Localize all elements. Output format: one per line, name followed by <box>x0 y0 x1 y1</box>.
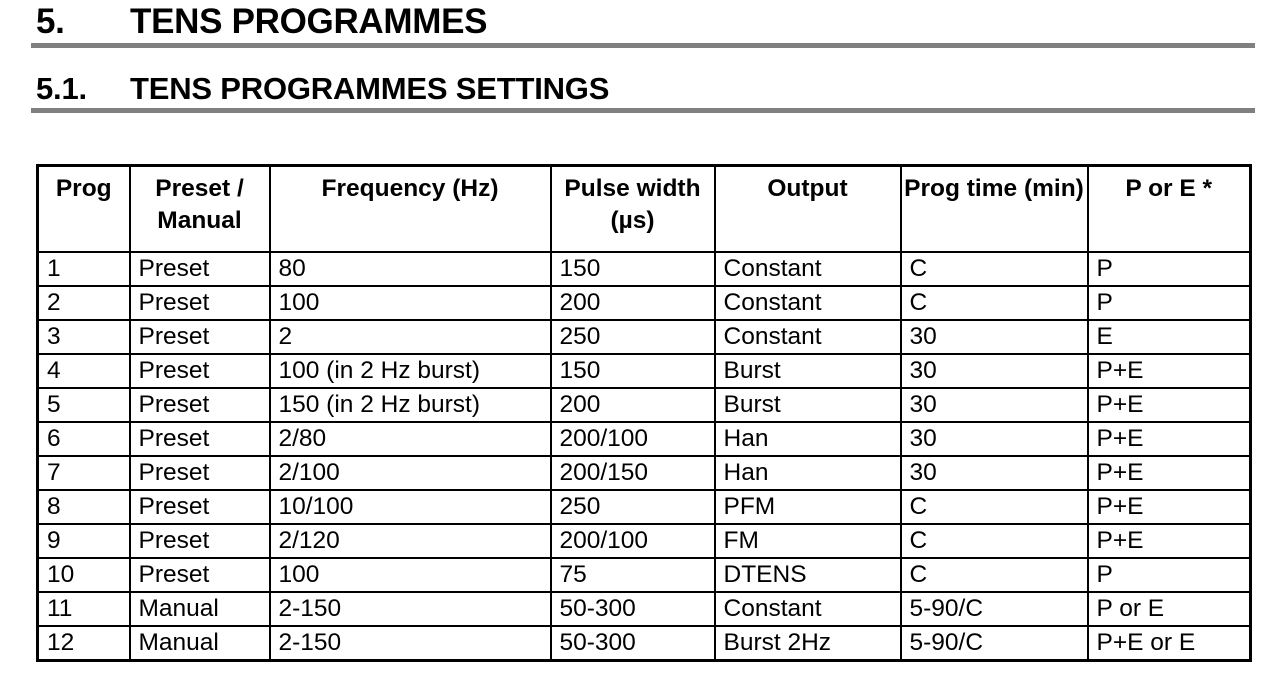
pulse-width-cell: 50-300 <box>551 592 715 626</box>
table-row <box>38 286 1251 320</box>
header-pulse-width: Pulse width (µs) <box>551 166 715 253</box>
prog-cell: 4 <box>38 354 130 388</box>
pulse-width-cell: 250 <box>551 320 715 354</box>
p-or-e-cell: P+E <box>1088 456 1251 490</box>
output-cell: Constant <box>715 286 901 320</box>
mode-cell: Preset <box>130 456 270 490</box>
output-cell: PFM <box>715 490 901 524</box>
frequency-cell: 2/80 <box>270 422 551 456</box>
frequency-cell: 2/120 <box>270 524 551 558</box>
frequency-cell: 100 <box>270 286 551 320</box>
table-row <box>38 558 1251 592</box>
mode-cell: Preset <box>130 524 270 558</box>
output-cell: Han <box>715 456 901 490</box>
prog-cell: 1 <box>38 252 130 286</box>
prog-cell: 10 <box>38 558 130 592</box>
prog-time-cell: C <box>901 558 1088 592</box>
frequency-cell: 100 (in 2 Hz burst) <box>270 354 551 388</box>
mode-cell: Preset <box>130 422 270 456</box>
p-or-e-cell: P or E <box>1088 592 1251 626</box>
mode-cell: Preset <box>130 320 270 354</box>
pulse-width-cell: 75 <box>551 558 715 592</box>
output-cell: DTENS <box>715 558 901 592</box>
pulse-width-cell: 200/100 <box>551 524 715 558</box>
subsection-heading <box>36 70 609 108</box>
prog-cell: 2 <box>38 286 130 320</box>
prog-time-cell: 30 <box>901 456 1088 490</box>
output-cell: Constant <box>715 320 901 354</box>
pulse-width-cell: 50-300 <box>551 626 715 661</box>
prog-time-cell: C <box>901 252 1088 286</box>
section-heading <box>36 0 487 44</box>
header-preset-manual: Preset / Manual <box>130 166 270 253</box>
prog-time-cell: 30 <box>901 422 1088 456</box>
p-or-e-cell: E <box>1088 320 1251 354</box>
pulse-width-cell: 200/100 <box>551 422 715 456</box>
subsection-title: TENS PROGRAMMES SETTINGS <box>130 71 610 106</box>
p-or-e-cell: P+E <box>1088 490 1251 524</box>
tens-programmes-table <box>36 164 1252 662</box>
header-p-or-e: P or E * <box>1088 166 1251 253</box>
prog-cell: 9 <box>38 524 130 558</box>
frequency-cell: 2-150 <box>270 626 551 661</box>
mode-cell: Preset <box>130 286 270 320</box>
p-or-e-cell: P <box>1088 558 1251 592</box>
table-row <box>38 524 1251 558</box>
prog-cell: 3 <box>38 320 130 354</box>
mode-cell: Manual <box>130 592 270 626</box>
mode-cell: Preset <box>130 558 270 592</box>
table-header-row <box>38 166 1251 253</box>
header-prog-time: Prog time (min) <box>901 166 1088 253</box>
section-rule <box>31 43 1255 48</box>
p-or-e-cell: P+E or E <box>1088 626 1251 661</box>
pulse-width-cell: 200 <box>551 286 715 320</box>
prog-time-cell: 5-90/C <box>901 626 1088 661</box>
table-row <box>38 592 1251 626</box>
prog-time-cell: 30 <box>901 388 1088 422</box>
mode-cell: Preset <box>130 252 270 286</box>
prog-time-cell: C <box>901 286 1088 320</box>
pulse-width-cell: 150 <box>551 252 715 286</box>
output-cell: Han <box>715 422 901 456</box>
header-frequency: Frequency (Hz) <box>270 166 551 253</box>
table-row <box>38 320 1251 354</box>
frequency-cell: 100 <box>270 558 551 592</box>
output-cell: Constant <box>715 592 901 626</box>
prog-cell: 6 <box>38 422 130 456</box>
table-row <box>38 388 1251 422</box>
prog-time-cell: C <box>901 490 1088 524</box>
table-row <box>38 626 1251 661</box>
p-or-e-cell: P+E <box>1088 524 1251 558</box>
mode-cell: Preset <box>130 490 270 524</box>
table-row <box>38 252 1251 286</box>
mode-cell: Preset <box>130 388 270 422</box>
prog-cell: 12 <box>38 626 130 661</box>
table-row <box>38 422 1251 456</box>
subsection-number: 5.1. <box>36 71 87 106</box>
p-or-e-cell: P+E <box>1088 354 1251 388</box>
prog-cell: 11 <box>38 592 130 626</box>
mode-cell: Preset <box>130 354 270 388</box>
table-row <box>38 354 1251 388</box>
frequency-cell: 10/100 <box>270 490 551 524</box>
frequency-cell: 2/100 <box>270 456 551 490</box>
prog-time-cell: 5-90/C <box>901 592 1088 626</box>
section-title: TENS PROGRAMMES <box>130 2 488 41</box>
pulse-width-cell: 250 <box>551 490 715 524</box>
prog-time-cell: 30 <box>901 354 1088 388</box>
output-cell: FM <box>715 524 901 558</box>
p-or-e-cell: P+E <box>1088 422 1251 456</box>
prog-time-cell: C <box>901 524 1088 558</box>
mode-cell: Manual <box>130 626 270 661</box>
output-cell: Constant <box>715 252 901 286</box>
table-body <box>38 252 1251 661</box>
output-cell: Burst <box>715 388 901 422</box>
subsection-rule <box>31 108 1255 113</box>
pulse-width-cell: 150 <box>551 354 715 388</box>
section-number: 5. <box>36 2 65 41</box>
output-cell: Burst 2Hz <box>715 626 901 661</box>
frequency-cell: 80 <box>270 252 551 286</box>
prog-time-cell: 30 <box>901 320 1088 354</box>
pulse-width-cell: 200/150 <box>551 456 715 490</box>
prog-cell: 7 <box>38 456 130 490</box>
header-output: Output <box>715 166 901 253</box>
table-row <box>38 490 1251 524</box>
prog-cell: 5 <box>38 388 130 422</box>
frequency-cell: 150 (in 2 Hz burst) <box>270 388 551 422</box>
header-prog: Prog <box>38 166 130 253</box>
frequency-cell: 2-150 <box>270 592 551 626</box>
prog-cell: 8 <box>38 490 130 524</box>
frequency-cell: 2 <box>270 320 551 354</box>
output-cell: Burst <box>715 354 901 388</box>
p-or-e-cell: P+E <box>1088 388 1251 422</box>
p-or-e-cell: P <box>1088 252 1251 286</box>
p-or-e-cell: P <box>1088 286 1251 320</box>
table-row <box>38 456 1251 490</box>
pulse-width-cell: 200 <box>551 388 715 422</box>
